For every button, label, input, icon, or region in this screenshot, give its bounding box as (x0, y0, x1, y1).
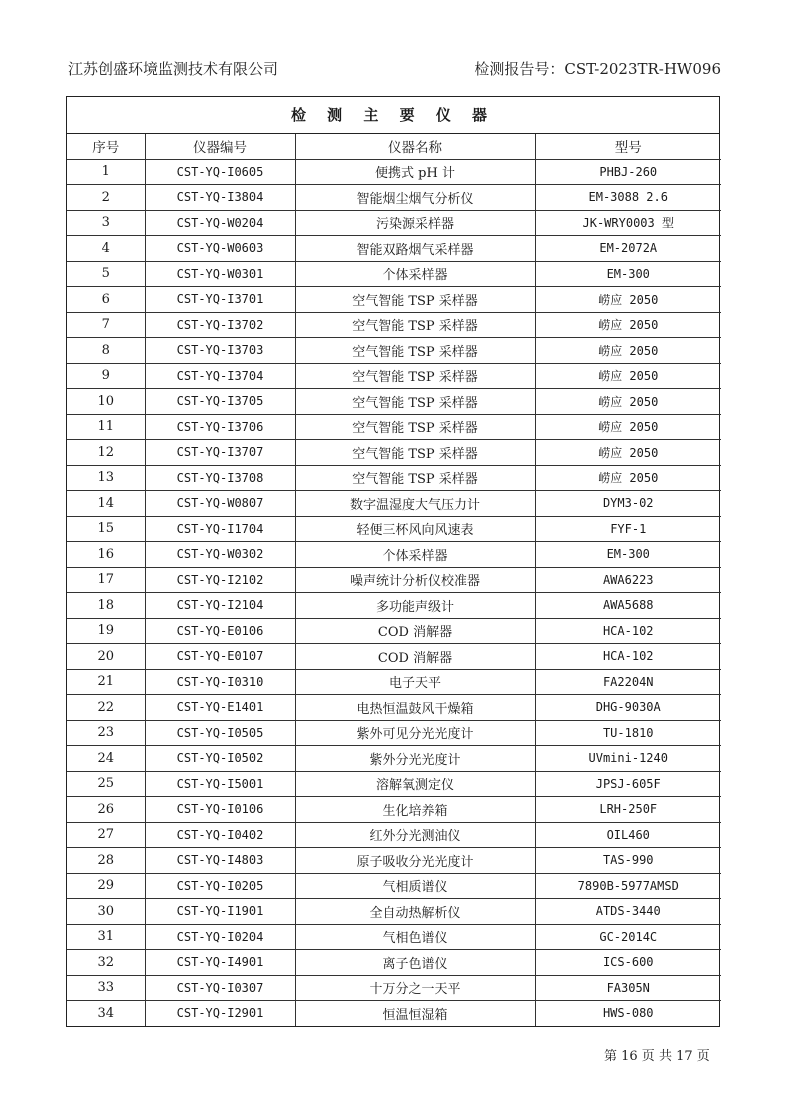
instrument-name: 全自动热解析仪 (295, 899, 535, 925)
instrument-name: 溶解氧测定仪 (295, 771, 535, 797)
instrument-model: 崂应 2050 (535, 414, 721, 440)
row-index: 3 (67, 210, 145, 236)
instrument-model: EM-300 (535, 261, 721, 287)
instrument-name: 十万分之一天平 (295, 975, 535, 1001)
row-index: 1 (67, 159, 145, 185)
col-header-id: 仪器编号 (145, 134, 295, 159)
instrument-name: 恒温恒湿箱 (295, 1001, 535, 1026)
instrument-name: 离子色谱仪 (295, 950, 535, 976)
instrument-id: CST-YQ-W0301 (145, 261, 295, 287)
instrument-model: JK-WRY0003 型 (535, 210, 721, 236)
row-index: 23 (67, 720, 145, 746)
instrument-id: CST-YQ-I3704 (145, 363, 295, 389)
instrument-model: AWA6223 (535, 567, 721, 593)
instrument-name: 个体采样器 (295, 261, 535, 287)
instrument-model: FA2204N (535, 669, 721, 695)
instrument-model: EM-300 (535, 542, 721, 568)
instrument-name: 个体采样器 (295, 542, 535, 568)
row-index: 26 (67, 797, 145, 823)
instrument-id: CST-YQ-I1901 (145, 899, 295, 925)
table-row (67, 338, 721, 364)
instrument-name: 便携式 pH 计 (295, 159, 535, 185)
table-row (67, 873, 721, 899)
instrument-model: 崂应 2050 (535, 363, 721, 389)
table-row (67, 516, 721, 542)
instrument-model: 崂应 2050 (535, 287, 721, 313)
instrument-id: CST-YQ-I2104 (145, 593, 295, 619)
instrument-name: 电热恒温鼓风干燥箱 (295, 695, 535, 721)
instrument-name: 空气智能 TSP 采样器 (295, 338, 535, 364)
instrument-id: CST-YQ-I3705 (145, 389, 295, 415)
instrument-name: 空气智能 TSP 采样器 (295, 287, 535, 313)
instrument-model: EM-2072A (535, 236, 721, 262)
instrument-id: CST-YQ-E0106 (145, 618, 295, 644)
row-index: 27 (67, 822, 145, 848)
instrument-table-section (66, 96, 720, 1027)
col-header-name: 仪器名称 (295, 134, 535, 159)
row-index: 19 (67, 618, 145, 644)
table-row (67, 669, 721, 695)
row-index: 2 (67, 185, 145, 211)
table-row (67, 287, 721, 313)
row-index: 30 (67, 899, 145, 925)
instrument-id: CST-YQ-I0605 (145, 159, 295, 185)
col-header-model: 型号 (535, 134, 721, 159)
instrument-id: CST-YQ-I3707 (145, 440, 295, 466)
instrument-id: CST-YQ-I2901 (145, 1001, 295, 1026)
table-row (67, 822, 721, 848)
instrument-name: 智能双路烟气采样器 (295, 236, 535, 262)
instrument-id: CST-YQ-W0302 (145, 542, 295, 568)
instrument-id: CST-YQ-I0310 (145, 669, 295, 695)
row-index: 7 (67, 312, 145, 338)
instrument-name: 噪声统计分析仪校准器 (295, 567, 535, 593)
instrument-model: TAS-990 (535, 848, 721, 874)
instrument-id: CST-YQ-E1401 (145, 695, 295, 721)
instrument-id: CST-YQ-I4803 (145, 848, 295, 874)
report-number: 检测报告号：CST-2023TR-HW096 (474, 60, 721, 78)
table-row (67, 644, 721, 670)
instrument-id: CST-YQ-I0106 (145, 797, 295, 823)
instrument-model: PHBJ-260 (535, 159, 721, 185)
row-index: 29 (67, 873, 145, 899)
row-index: 28 (67, 848, 145, 874)
instrument-model: DYM3-02 (535, 491, 721, 517)
instrument-id: CST-YQ-I5001 (145, 771, 295, 797)
instrument-name: 紫外分光光度计 (295, 746, 535, 772)
table-row (67, 236, 721, 262)
instrument-model: 7890B-5977AMSD (535, 873, 721, 899)
table-row (67, 899, 721, 925)
row-index: 12 (67, 440, 145, 466)
instrument-model: OIL460 (535, 822, 721, 848)
instrument-model: FA305N (535, 975, 721, 1001)
instrument-id: CST-YQ-I0502 (145, 746, 295, 772)
instrument-name: 气相色谱仪 (295, 924, 535, 950)
table-row (67, 567, 721, 593)
instrument-name: 污染源采样器 (295, 210, 535, 236)
instrument-model: HCA-102 (535, 618, 721, 644)
table-row (67, 210, 721, 236)
instrument-model: 崂应 2050 (535, 389, 721, 415)
page-number: 第 16 页 共 17 页 (604, 1049, 710, 1064)
table-row (67, 185, 721, 211)
instrument-name: COD 消解器 (295, 618, 535, 644)
table-row (67, 720, 721, 746)
table-row (67, 618, 721, 644)
instrument-name: 生化培养箱 (295, 797, 535, 823)
table-row (67, 848, 721, 874)
row-index: 13 (67, 465, 145, 491)
table-row (67, 975, 721, 1001)
row-index: 5 (67, 261, 145, 287)
table-row (67, 440, 721, 466)
instrument-id: CST-YQ-I0402 (145, 822, 295, 848)
row-index: 17 (67, 567, 145, 593)
instrument-name: 多功能声级计 (295, 593, 535, 619)
instrument-name: 空气智能 TSP 采样器 (295, 465, 535, 491)
instrument-model: TU-1810 (535, 720, 721, 746)
instrument-id: CST-YQ-I2102 (145, 567, 295, 593)
row-index: 32 (67, 950, 145, 976)
instrument-model: FYF-1 (535, 516, 721, 542)
table-row (67, 924, 721, 950)
row-index: 8 (67, 338, 145, 364)
table-row (67, 695, 721, 721)
row-index: 11 (67, 414, 145, 440)
row-index: 20 (67, 644, 145, 670)
row-index: 24 (67, 746, 145, 772)
instrument-model: LRH-250F (535, 797, 721, 823)
instrument-name: 红外分光测油仪 (295, 822, 535, 848)
instrument-name: 原子吸收分光光度计 (295, 848, 535, 874)
company-name: 江苏创盛环境监测技术有限公司 (68, 60, 279, 78)
instrument-name: 空气智能 TSP 采样器 (295, 414, 535, 440)
instrument-name: 空气智能 TSP 采样器 (295, 389, 535, 415)
row-index: 10 (67, 389, 145, 415)
instrument-model: 崂应 2050 (535, 440, 721, 466)
instrument-table (67, 134, 721, 1026)
row-index: 22 (67, 695, 145, 721)
instrument-name: 电子天平 (295, 669, 535, 695)
table-row (67, 746, 721, 772)
table-row (67, 465, 721, 491)
row-index: 31 (67, 924, 145, 950)
instrument-id: CST-YQ-W0603 (145, 236, 295, 262)
table-title: 检 测 主 要 仪 器 (67, 97, 719, 134)
instrument-name: 空气智能 TSP 采样器 (295, 363, 535, 389)
instrument-name: COD 消解器 (295, 644, 535, 670)
table-row (67, 363, 721, 389)
table-row (67, 797, 721, 823)
instrument-model: 崂应 2050 (535, 312, 721, 338)
instrument-model: EM-3088 2.6 (535, 185, 721, 211)
instrument-name: 数字温湿度大气压力计 (295, 491, 535, 517)
instrument-id: CST-YQ-E0107 (145, 644, 295, 670)
instrument-id: CST-YQ-I0307 (145, 975, 295, 1001)
instrument-id: CST-YQ-I0205 (145, 873, 295, 899)
instrument-id: CST-YQ-I4901 (145, 950, 295, 976)
row-index: 21 (67, 669, 145, 695)
table-row (67, 312, 721, 338)
row-index: 6 (67, 287, 145, 313)
instrument-id: CST-YQ-I3701 (145, 287, 295, 313)
instrument-name: 气相质谱仪 (295, 873, 535, 899)
instrument-id: CST-YQ-I3703 (145, 338, 295, 364)
table-row (67, 542, 721, 568)
instrument-model: 崂应 2050 (535, 338, 721, 364)
instrument-name: 智能烟尘烟气分析仪 (295, 185, 535, 211)
instrument-name: 紫外可见分光光度计 (295, 720, 535, 746)
row-index: 16 (67, 542, 145, 568)
table-row (67, 261, 721, 287)
table-row (67, 389, 721, 415)
table-row (67, 593, 721, 619)
instrument-model: HCA-102 (535, 644, 721, 670)
row-index: 15 (67, 516, 145, 542)
row-index: 34 (67, 1001, 145, 1026)
table-row (67, 159, 721, 185)
row-index: 4 (67, 236, 145, 262)
instrument-id: CST-YQ-I3708 (145, 465, 295, 491)
instrument-model: AWA5688 (535, 593, 721, 619)
instrument-model: ICS-600 (535, 950, 721, 976)
instrument-id: CST-YQ-I0505 (145, 720, 295, 746)
instrument-name: 轻便三杯风向风速表 (295, 516, 535, 542)
instrument-model: ATDS-3440 (535, 899, 721, 925)
instrument-id: CST-YQ-W0204 (145, 210, 295, 236)
row-index: 14 (67, 491, 145, 517)
col-header-index: 序号 (67, 134, 145, 159)
instrument-model: 崂应 2050 (535, 465, 721, 491)
instrument-model: JPSJ-605F (535, 771, 721, 797)
instrument-model: GC-2014C (535, 924, 721, 950)
instrument-model: HWS-080 (535, 1001, 721, 1026)
instrument-id: CST-YQ-I0204 (145, 924, 295, 950)
table-row (67, 491, 721, 517)
table-row (67, 1001, 721, 1026)
table-row (67, 950, 721, 976)
instrument-model: UVmini-1240 (535, 746, 721, 772)
table-row (67, 414, 721, 440)
table-row (67, 771, 721, 797)
row-index: 25 (67, 771, 145, 797)
instrument-id: CST-YQ-I1704 (145, 516, 295, 542)
instrument-name: 空气智能 TSP 采样器 (295, 440, 535, 466)
row-index: 18 (67, 593, 145, 619)
instrument-model: DHG-9030A (535, 695, 721, 721)
instrument-id: CST-YQ-I3706 (145, 414, 295, 440)
row-index: 33 (67, 975, 145, 1001)
table-header-row (67, 134, 721, 159)
instrument-id: CST-YQ-W0807 (145, 491, 295, 517)
instrument-id: CST-YQ-I3804 (145, 185, 295, 211)
instrument-id: CST-YQ-I3702 (145, 312, 295, 338)
row-index: 9 (67, 363, 145, 389)
instrument-name: 空气智能 TSP 采样器 (295, 312, 535, 338)
